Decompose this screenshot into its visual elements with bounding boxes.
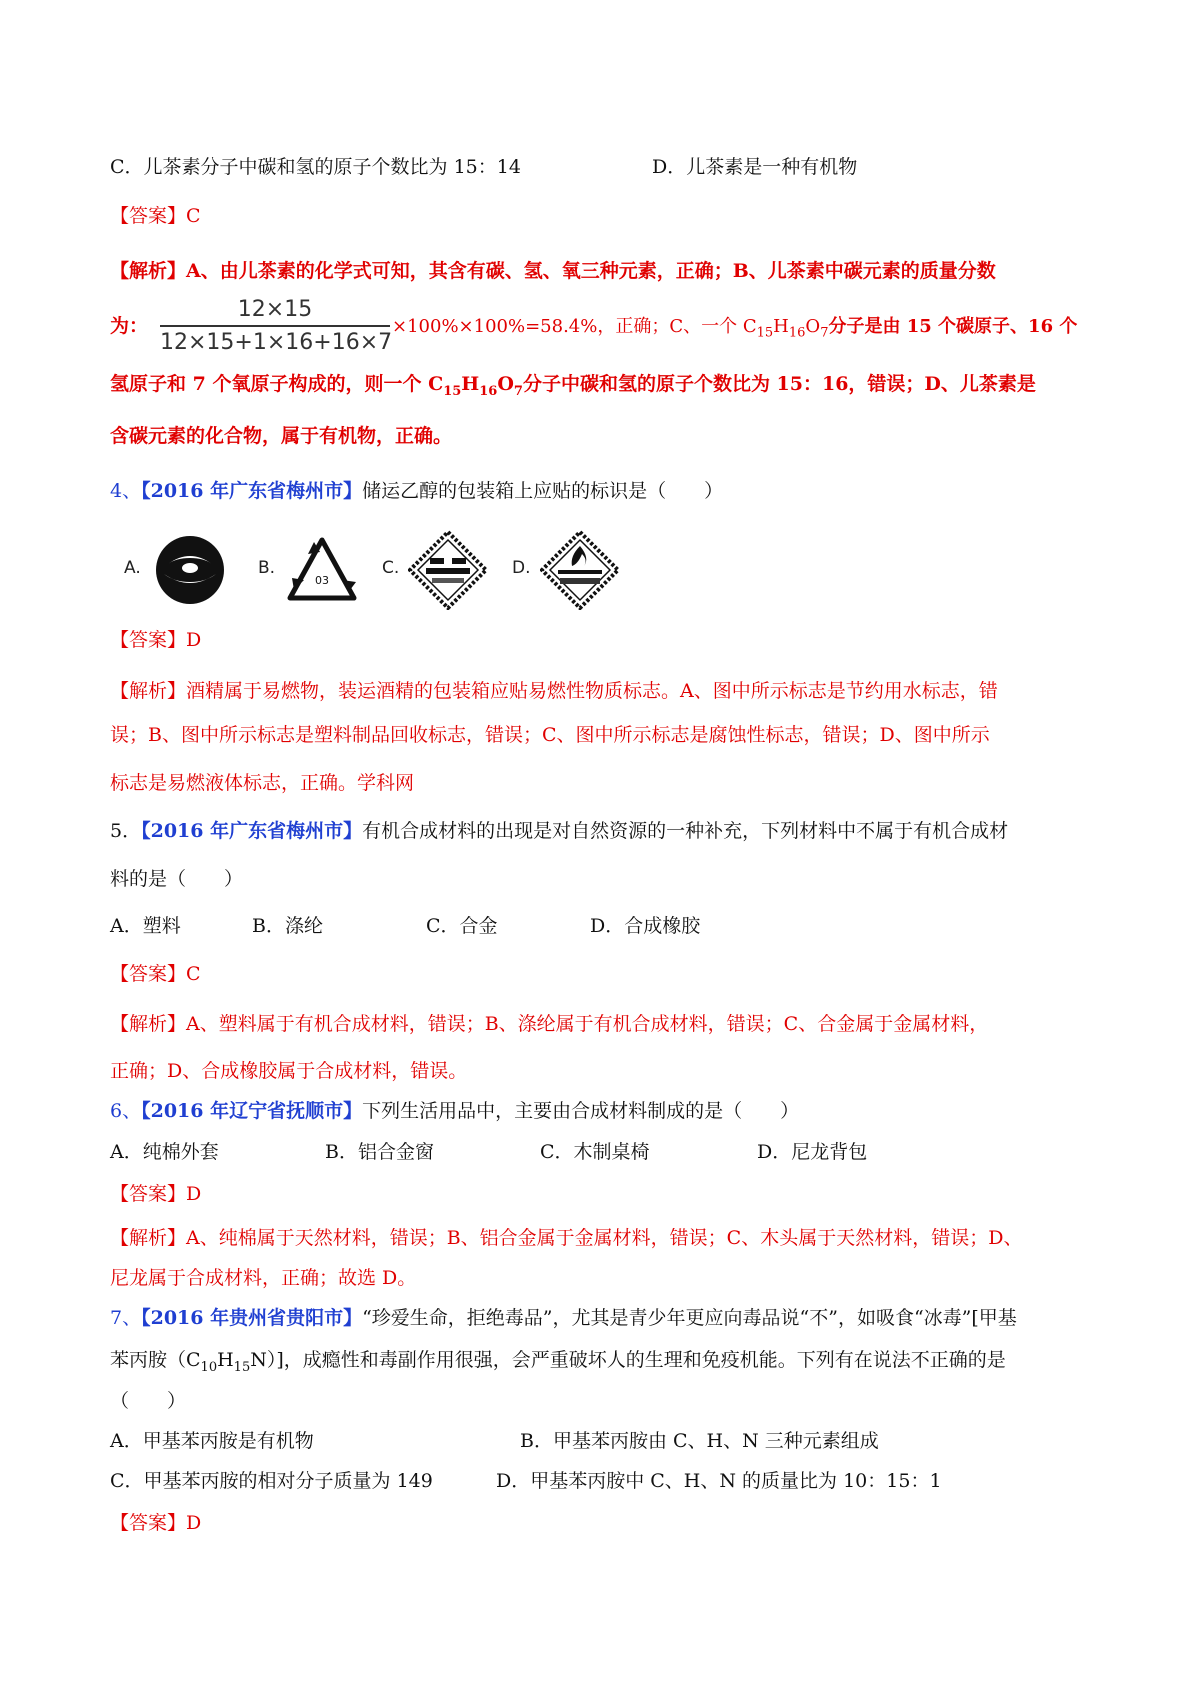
q4-number: 4、 [110,480,142,502]
q4-sign-options [124,530,644,610]
q7-answer: 【答案】D [110,1512,202,1534]
q7-number: 7、 [110,1307,142,1329]
analysis-3-post: 分子中碳和氢的原子个数比为 15：16，错误；D、儿茶素是 [522,373,1036,395]
q5-source: 【2016 年广东省梅州市】 [141,820,363,842]
q5-number: 5． [110,820,142,842]
q4-analysis-line-2: 误；B、图中所示标志是塑料制品回收标志，错误；C、图中所示标志是腐蚀性标志，错误；D、图中所示 [110,724,990,746]
subscript-16: 16 [788,325,806,341]
sign-label-c: C. [382,558,400,578]
sign-label-d: D. [512,558,531,578]
q4-stem-text: 储运乙醇的包装箱上应贴的标识是（ ） [362,480,724,502]
fraction-bar [160,325,390,327]
q5-option-b: B．涤纶 [252,915,323,937]
analysis-3-pre: 氢原子和 7 个氧原子构成的，则一个 C [110,373,444,395]
plastic-recycling-icon [284,532,360,608]
q6-analysis-line-1: 【解析】A、纯棉属于天然材料，错误；B、铝合金属于金属材料，错误；C、木头属于天然材料，错误；D、 [110,1227,1023,1249]
q4-analysis-line-3: 标志是易燃液体标志，正确。学科网 [110,772,415,794]
q3-option-d: D．儿茶素是一种有机物 [652,156,858,178]
q6-number: 6、 [110,1100,142,1122]
sign-label-b: B. [258,558,276,578]
analysis-2-end: 分子是由 15 个碳原子、16 个 [828,316,1078,337]
oxygen-letter: O [805,316,821,337]
q4-stem [110,482,723,501]
corrosive-icon [408,530,488,610]
q7-stem-line-3: （ ） [110,1390,187,1412]
subscript-15: 15 [756,325,774,341]
q3-option-c: C．儿茶素分子中碳和氢的原子个数比为 15：14 [110,156,521,178]
water-saving-icon [154,534,226,606]
q3-analysis-line-4: 含碳元素的化合物，属于有机物，正确。 [110,425,453,447]
mass-fraction-formula [160,297,393,355]
oxygen-letter-b: O [497,373,514,395]
subscript-7-b: 7 [513,383,523,399]
flammable-liquid-icon [540,530,620,610]
q7-source: 【2016 年贵州省贵阳市】 [141,1307,363,1329]
subscript-15-b: 15 [443,383,462,399]
q5-option-c: C．合金 [426,915,498,937]
sign-label-a: A. [124,558,141,578]
q3-analysis-line-3 [110,375,1036,398]
q5-analysis-line-1: 【解析】A、塑料属于有机合成材料，错误；B、涤纶属于有机合成材料，错误；C、合金属于金属材料， [110,1013,989,1035]
q7-option-b: B．甲基苯丙胺由 C、H、N 三种元素组成 [520,1430,879,1452]
svg-text:03: 03 [315,574,329,587]
q7-stem-text-1: “珍爱生命，拒绝毒品”，尤其是青少年更应向毒品说“不”，如吸食“冰毒”[甲基 [362,1307,1017,1329]
q7-option-d: D．甲基苯丙胺中 C、H、N 的质量比为 10：15：1 [496,1470,942,1492]
hydrogen-letter: H [773,316,789,337]
q6-analysis-line-2: 尼龙属于合成材料，正确；故选 D。 [110,1267,417,1289]
q5-answer: 【答案】C [110,963,201,985]
q5-option-a: A．塑料 [110,915,181,937]
q5-stem-line-2: 料的是（ ） [110,868,244,890]
q7-subscript-10: 10 [200,1359,218,1375]
q6-answer: 【答案】D [110,1183,202,1205]
q5-option-d: D．合成橡胶 [590,915,701,937]
q6-option-b: B．铝合金窗 [325,1141,434,1163]
q3-answer: 【答案】C [110,205,201,227]
q7-stem-2-pre: 苯丙胺（C [110,1349,201,1371]
formula-tail: ×100%×100%=58.4%，正确；C、一个 C [392,316,757,337]
q5-analysis-line-2: 正确；D、合成橡胶属于合成材料，错误。 [110,1060,468,1082]
q7-stem-line-2 [110,1351,1006,1374]
q7-option-c: C．甲基苯丙胺的相对分子质量为 149 [110,1470,433,1492]
q5-stem-line-1 [110,822,1008,841]
subscript-16-b: 16 [479,383,498,399]
q3-analysis-line-2 [392,318,1077,340]
q6-stem [110,1102,799,1121]
subscript-7: 7 [820,325,829,341]
hydrogen-letter-b: H [461,373,480,395]
q5-stem-text-1: 有机合成材料的出现是对自然资源的一种补充，下列材料中不属于有机合成材 [362,820,1009,842]
formula-denominator: 12×15+1×16+16×7 [160,330,393,355]
q3-analysis-prefix: 为： [110,315,149,337]
q6-source: 【2016 年辽宁省抚顺市】 [141,1100,363,1122]
q4-analysis-line-1: 【解析】酒精属于易燃物，装运酒精的包装箱应贴易燃性物质标志。A、图中所示标志是节约用水标志，错 [110,680,998,702]
q3-analysis-line-1: 【解析】A、由儿茶素的化学式可知，其含有碳、氢、氧三种元素，正确；B、儿茶素中碳元素的质量分数 [110,260,996,282]
q4-answer: 【答案】D [110,629,202,651]
q4-source: 【2016 年广东省梅州市】 [141,480,363,502]
q6-option-d: D．尼龙背包 [757,1141,868,1163]
q7-hydrogen-letter: H [217,1349,234,1371]
q6-option-a: A．纯棉外套 [110,1141,219,1163]
q7-subscript-15: 15 [233,1359,251,1375]
q7-stem-2-post: N）]，成瘾性和毒副作用很强，会严重破坏人的生理和免疫机能。下列有在说法不正确的是 [250,1349,1006,1371]
q6-option-c: C．木制桌椅 [540,1141,650,1163]
formula-numerator: 12×15 [237,297,313,322]
q7-stem-line-1 [110,1309,1017,1328]
q7-option-a: A．甲基苯丙胺是有机物 [110,1430,314,1452]
q6-stem-text: 下列生活用品中，主要由合成材料制成的是（ ） [362,1100,800,1122]
